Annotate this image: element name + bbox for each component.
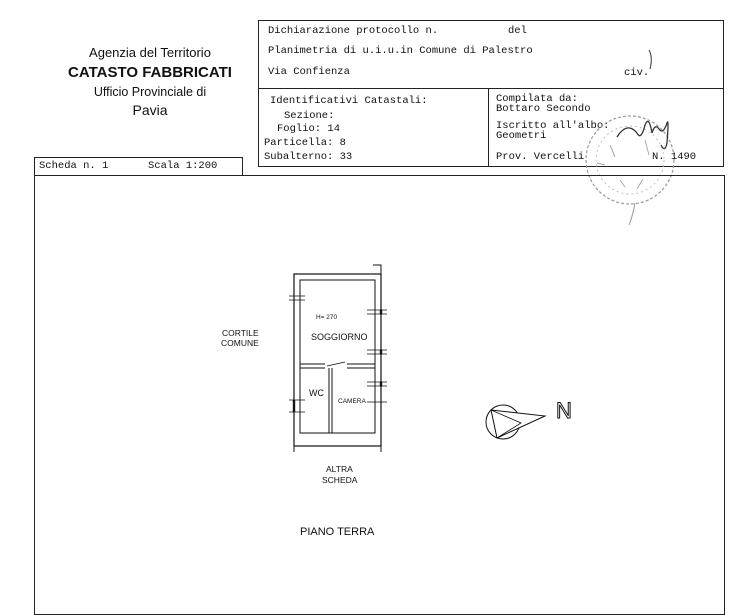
civ-text: civ.	[624, 67, 650, 79]
north-label: N	[556, 398, 572, 423]
planimetria-text: Planimetria di u.i.u.in Comune di Palestro	[268, 45, 533, 57]
scheda-scale: Scala 1:200	[148, 160, 218, 172]
protocol-del: del	[508, 25, 527, 37]
agency-line-4: Pavia	[132, 102, 168, 118]
floor-level-label: PIANO TERRA	[300, 526, 375, 538]
iscritto-text: Iscritto all'albo:	[496, 120, 610, 132]
compilata-name: Bottaro Secondo	[496, 103, 591, 115]
signature-icon	[605, 45, 685, 165]
scheda-number: Scheda n. 1	[39, 160, 109, 172]
header-divider-vertical	[488, 88, 489, 167]
cortile-label-2: COMUNE	[221, 338, 259, 348]
floor-plan	[285, 262, 395, 462]
sezione-text: Sezione:	[284, 110, 335, 122]
altra-label-1: ALTRA	[326, 464, 353, 474]
via-text: Via Confienza	[268, 66, 350, 78]
subalterno-text: Subalterno: 33	[264, 151, 353, 163]
agency-line-1: Agenzia del Territorio	[89, 45, 211, 60]
room-soggiorno: SOGGIORNO	[311, 332, 368, 342]
protocol-label: Dichiarazione protocollo n.	[268, 25, 439, 37]
particella-text: Particella: 8	[264, 137, 346, 149]
north-arrow-icon	[483, 400, 549, 446]
room-camera: CAMERA	[338, 398, 366, 405]
agency-line-2: CATASTO FABBRICATI	[68, 64, 232, 81]
altra-label-2: SCHEDA	[322, 475, 358, 485]
albo-number: N. 1490	[652, 151, 697, 163]
foglio-text: Foglio: 14	[277, 123, 341, 135]
albo-text: Geometri	[496, 130, 547, 142]
room-wc: WC	[309, 388, 324, 398]
identificativi-title: Identificativi Catastali:	[270, 95, 428, 107]
prov-text: Prov. Vercelli	[496, 151, 585, 163]
height-label: H= 270	[316, 314, 338, 321]
compilata-title: Compilata da:	[496, 93, 578, 105]
cortile-label-1: CORTILE	[222, 328, 259, 338]
agency-line-3: Ufficio Provinciale di	[93, 85, 207, 99]
